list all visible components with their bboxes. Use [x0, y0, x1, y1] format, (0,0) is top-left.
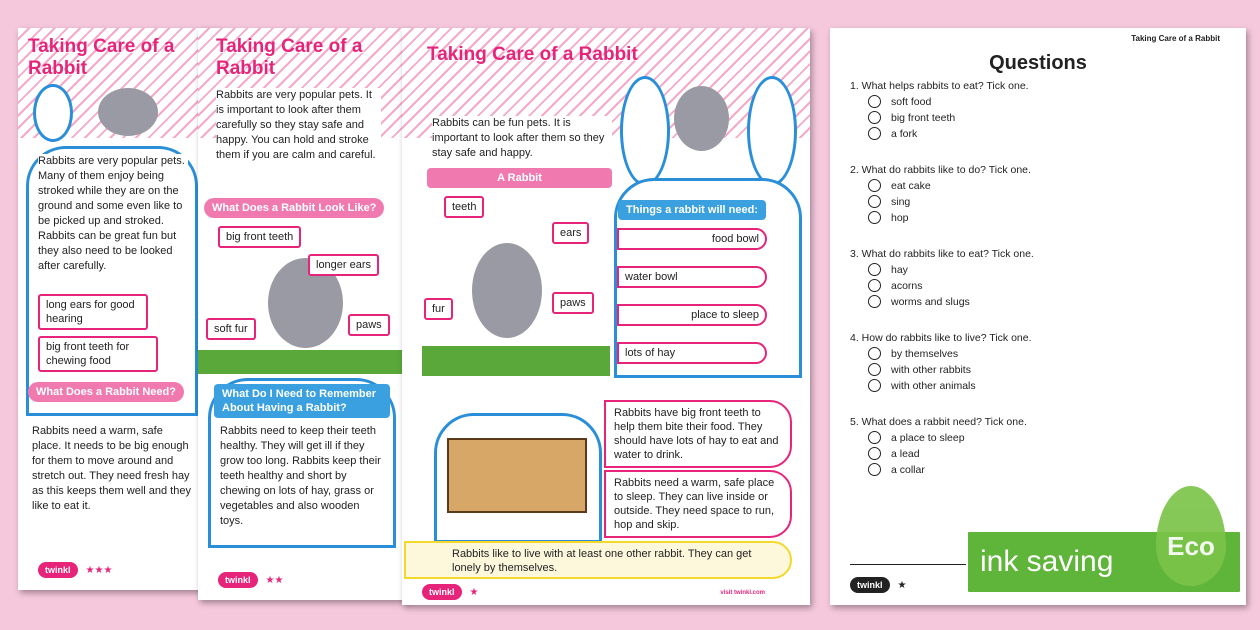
tick-circle[interactable]	[868, 179, 881, 192]
answer-option[interactable]	[868, 127, 1029, 140]
option-label: big front teeth	[891, 111, 956, 124]
label-longer-ears: longer ears	[308, 254, 379, 276]
twinkl-logo: twinkl	[850, 577, 890, 593]
label-big-front-teeth: big front teeth	[218, 226, 301, 248]
option-label: a lead	[891, 447, 920, 460]
difficulty-stars: ★	[897, 579, 907, 591]
need-lots-of-hay: lots of hay	[617, 342, 767, 364]
label-soft-fur: soft fur	[206, 318, 256, 340]
grass	[422, 346, 610, 376]
bunny-ear-frame	[33, 84, 73, 142]
answer-option[interactable]	[868, 263, 1034, 276]
sheet-title: Taking Care of a Rabbit	[427, 44, 638, 65]
option-label: with other rabbits	[891, 363, 971, 376]
twinkl-url: visit twinkl.com	[720, 590, 765, 596]
question-text: 1. What helps rabbits to eat? Tick one.	[850, 80, 1029, 92]
intro-text: Rabbits are very popular pets. Many of them enjoy being stroked while they are on the ground and some even like to be picked up and stroked. Rabbits can be great fun but they also need to be looked after carefully.	[38, 154, 188, 274]
option-label: a place to sleep	[891, 431, 965, 444]
label-paws: paws	[552, 292, 594, 314]
answer-option[interactable]	[868, 211, 1031, 224]
twinkl-logo: twinkl	[38, 562, 78, 578]
ink-saving-badge	[966, 530, 1242, 594]
option-label: eat cake	[891, 179, 931, 192]
answer-option[interactable]	[868, 295, 1034, 308]
tick-circle[interactable]	[868, 447, 881, 460]
question-text: 4. How do rabbits like to live? Tick one.	[850, 332, 1032, 344]
answer-option[interactable]	[868, 347, 1032, 360]
sheet-header: Taking Care of a Rabbit	[1131, 34, 1220, 43]
questions-title: Questions	[989, 52, 1087, 74]
label-teeth: teeth	[444, 196, 484, 218]
tick-circle[interactable]	[868, 279, 881, 292]
option-label: soft food	[891, 95, 932, 108]
question-text: 5. What does a rabbit need? Tick one.	[850, 416, 1027, 428]
option-label: a fork	[891, 127, 918, 140]
need-text: Rabbits need a warm, safe place. It needs to be big enough for them to move around and stretch out. They need fresh hay as this keeps them well and they like to eat it.	[32, 425, 191, 512]
sheet-title: Taking Care of a Rabbit	[216, 36, 363, 79]
tick-circle[interactable]	[868, 111, 881, 124]
answer-option[interactable]	[868, 279, 1034, 292]
difficulty-stars: ★	[469, 586, 479, 598]
remember-text: Rabbits need to keep their teeth healthy. They will get ill if they grow too long. Rabbits keep their teeth healthy and short by chewing on lots of hay, grass or vegetables and also wooden toys.	[220, 424, 385, 529]
intro-text: Rabbits can be fun pets. It is important to look after them so they stay safe and happy.	[432, 116, 612, 161]
info-box-company: Rabbits like to live with at least one other rabbit. They can get lonely by themselves.	[404, 541, 792, 579]
label-long-ears: long ears for good hearing	[38, 294, 148, 330]
answer-option[interactable]	[868, 111, 1029, 124]
question-text: 3. What do rabbits like to eat? Tick one.	[850, 248, 1034, 260]
rabbit-image	[98, 88, 158, 136]
tick-circle[interactable]	[868, 211, 881, 224]
sheet-title: Taking Care of a Rabbit	[28, 36, 175, 79]
answer-option[interactable]	[868, 447, 1027, 460]
option-label: a collar	[891, 463, 925, 476]
question-2	[850, 164, 1031, 224]
label-ears: ears	[552, 222, 589, 244]
answer-option[interactable]	[868, 95, 1029, 108]
difficulty-stars: ★★	[265, 574, 284, 586]
question-5	[850, 416, 1027, 476]
tick-circle[interactable]	[868, 195, 881, 208]
tick-circle[interactable]	[868, 431, 881, 444]
ink-saving-text: ink saving	[980, 545, 1114, 578]
rabbit-image	[674, 86, 729, 151]
option-label: acorns	[891, 279, 923, 292]
tick-circle[interactable]	[868, 347, 881, 360]
rabbit-image	[472, 243, 542, 338]
info-box-teeth: Rabbits have big front teeth to help them bite their food. They should have lots of hay to eat and water to drink.	[604, 400, 792, 468]
need-food-bowl: food bowl	[617, 228, 767, 250]
twinkl-logo: twinkl	[218, 572, 258, 588]
question-text: 2. What do rabbits like to do? Tick one.	[850, 164, 1031, 176]
option-label: worms and slugs	[891, 295, 970, 308]
eco-text: Eco	[1167, 531, 1215, 561]
worksheet-two-star	[198, 28, 408, 600]
tick-circle[interactable]	[868, 295, 881, 308]
worksheet-three-star	[18, 28, 218, 590]
tick-circle[interactable]	[868, 463, 881, 476]
label-fur: fur	[424, 298, 453, 320]
needs-heading: Things a rabbit will need:	[618, 200, 766, 220]
answer-option[interactable]	[868, 431, 1027, 444]
info-box-sleep: Rabbits need a warm, safe place to sleep. They can live inside or outside. They need space to run, hop and skip.	[604, 470, 792, 538]
label-front-teeth: big front teeth for chewing food	[38, 336, 158, 372]
tick-circle[interactable]	[868, 379, 881, 392]
question-1	[850, 80, 1029, 140]
bunny-ear-frame	[620, 76, 670, 186]
answer-option[interactable]	[868, 379, 1032, 392]
need-place-to-sleep: place to sleep	[617, 304, 767, 326]
question-4	[850, 332, 1032, 392]
intro-text: Rabbits are very popular pets. It is important to look after them carefully so they stay safe and happy. You can hold and stroke them if you are calm and careful.	[216, 88, 381, 163]
section-heading-remember: What Do I Need to Remember About Having a Rabbit?	[214, 384, 390, 418]
bunny-ear-frame	[747, 76, 797, 186]
question-3	[850, 248, 1034, 308]
tick-circle[interactable]	[868, 95, 881, 108]
answer-option[interactable]	[868, 363, 1032, 376]
section-heading: What Does a Rabbit Need?	[28, 382, 184, 402]
twinkl-logo: twinkl	[422, 584, 462, 600]
answer-option[interactable]	[868, 179, 1031, 192]
section-heading: A Rabbit	[427, 168, 612, 188]
tick-circle[interactable]	[868, 127, 881, 140]
need-water-bowl: water bowl	[617, 266, 767, 288]
option-label: hop	[891, 211, 909, 224]
tick-circle[interactable]	[868, 263, 881, 276]
label-paws: paws	[348, 314, 390, 336]
option-label: with other animals	[891, 379, 976, 392]
grass	[198, 350, 408, 374]
difficulty-stars: ★★★	[85, 564, 113, 576]
option-label: by themselves	[891, 347, 959, 360]
answer-option[interactable]	[868, 463, 1027, 476]
section-heading: What Does a Rabbit Look Like?	[204, 198, 384, 218]
worksheet-one-star	[402, 28, 810, 605]
hutch-image	[447, 438, 587, 513]
answer-option[interactable]	[868, 195, 1031, 208]
option-label: sing	[891, 195, 911, 208]
tick-circle[interactable]	[868, 363, 881, 376]
option-label: hay	[891, 263, 908, 276]
